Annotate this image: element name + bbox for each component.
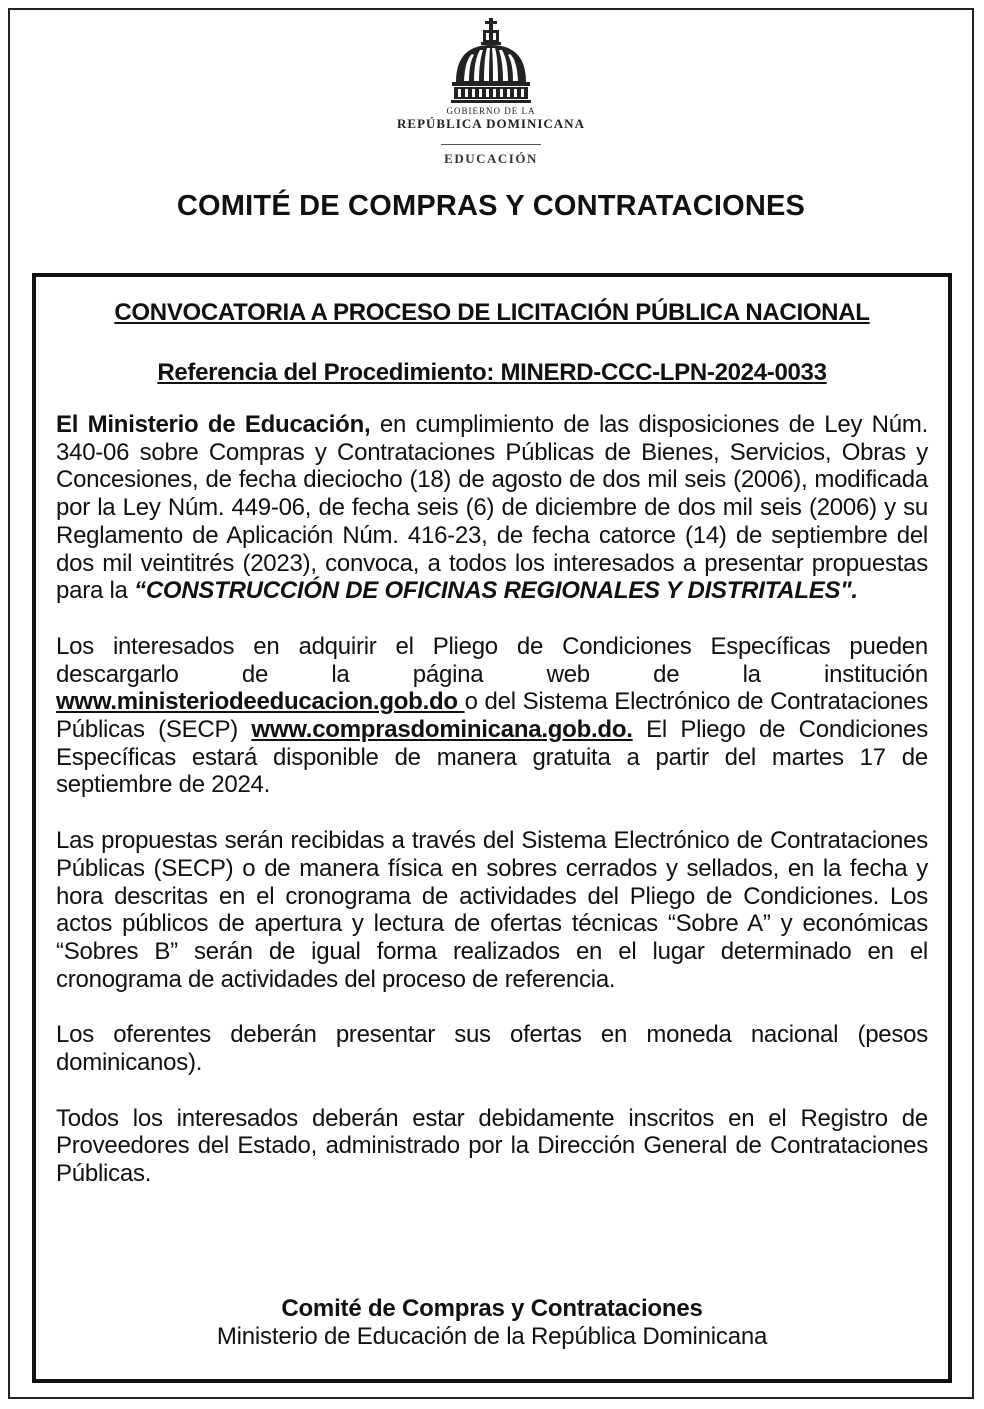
signature-org: Ministerio de Educación de la República Dominicana (216, 1323, 768, 1350)
logo-divider (441, 144, 541, 145)
paragraph-download (56, 633, 928, 799)
announcement-page (8, 8, 974, 1399)
paragraph-proposals: Las propuestas serán recibidas a través del Sistema Electrónico de Contrataciones Públicas (SECP) o de manera física en sobres cerrados y sellados, en la fecha y hora descritas en el cronograma de actividades del Pliego de Condiciones. Los actos públicos de apertura y lectura de ofertas técnicas “Sobre A” y económicas “Sobres B” serán de igual forma realizados en el lugar determinado en el cronograma de actividades del proceso de referencia. (56, 827, 928, 993)
logo-department: EDUCACIÓN (444, 151, 538, 166)
secp-website-link[interactable]: www.comprasdominicana.gob.do. (251, 716, 633, 744)
download-text-3: El Pliego de Condiciones Específicas estará disponible de manera gratuita a partir del martes 17 de septiembre de 2024. (56, 716, 928, 799)
procedure-reference: Referencia del Procedimiento: MINERD-CCC-LPN-2024-0033 (157, 359, 827, 386)
ministry-name: El Ministerio de Educación, (56, 411, 371, 438)
notice-body (56, 411, 928, 1216)
download-text-2: o del Sistema Electrónico de Contrataciones Públicas (SECP) (56, 688, 928, 744)
government-logo (10, 18, 972, 170)
committee-title: COMITÉ DE COMPRAS Y CONTRATACIONES (176, 190, 806, 222)
paragraph-currency: Los oferentes deberán presentar sus ofertas en moneda nacional (pesos dominicanos). (56, 1021, 928, 1077)
ministry-website-link[interactable]: www.ministeriodeeducacion.gob.do (56, 688, 465, 716)
paragraph-registry: Todos los interesados deberán estar debidamente inscritos en el Registro de Proveedores del Estado, administrado por la Dirección General de Contrataciones Públicas. (56, 1104, 928, 1188)
dome-emblem-icon (450, 18, 532, 104)
logo-country-line: REPÚBLICA DOMINICANA (397, 116, 585, 131)
signature-block (36, 1295, 948, 1351)
signature-name: Comité de Compras y Contrataciones (281, 1295, 703, 1322)
intro-text: en cumplimiento de las disposiciones de Ley Núm. 340-06 sobre Compras y Contrataciones Públicas de Bienes, Servicios, Obras y Concesiones, de fecha dieciocho (18) de agosto de dos mil seis (2006), modificada por la Ley Núm. 449-06, de fecha seis (6) de diciembre de dos mil seis (2006) y su Reglamento de Aplicación Núm. 416-23, de fecha catorce (14) de septiembre del dos mil veintitrés (2023), convoca, a todos los interesados a presentar propuestas para la (56, 411, 928, 605)
logo-government-line: GOBIERNO DE LA (446, 106, 536, 116)
notice-box (32, 273, 952, 1383)
paragraph-intro (56, 411, 928, 605)
download-text-1: Los interesados en adquirir el Pliego de Condiciones Específicas pueden descargarlo de la página web de la institución (56, 632, 928, 688)
project-name: “CONSTRUCCIÓN DE OFICINAS REGIONALES Y DISTRITALES". (134, 577, 858, 605)
notice-title: CONVOCATORIA A PROCESO DE LICITACIÓN PÚBLICA NACIONAL (114, 299, 870, 326)
